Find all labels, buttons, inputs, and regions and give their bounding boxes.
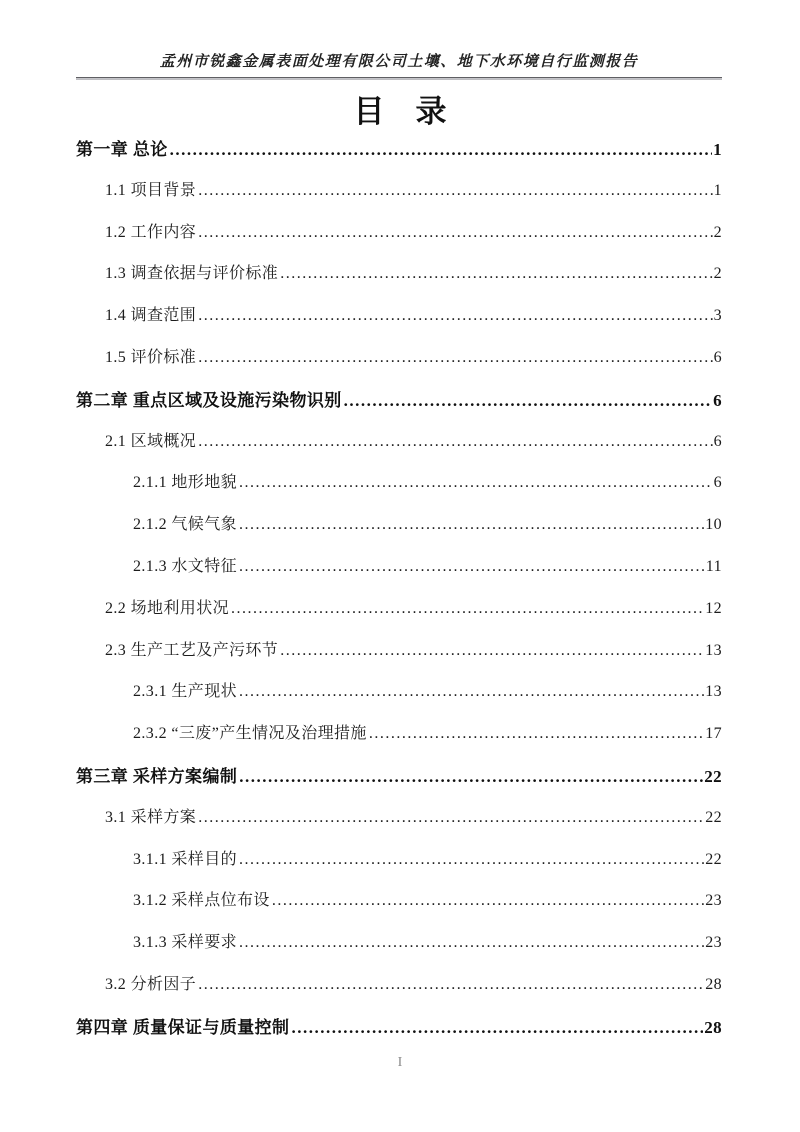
toc-entry [76,960,722,1002]
toc-dot-leader [198,433,712,451]
toc-title: 目 录 [353,94,447,129]
toc-entry [76,249,722,291]
toc-page-number: 6 [713,432,722,450]
toc-entry [76,417,722,459]
toc-dot-leader [239,851,704,869]
toc-dot-leader [239,767,703,787]
toc-entry [76,1002,722,1044]
toc-entry [76,709,722,751]
toc-page-number: 17 [705,725,722,743]
toc-dot-leader [198,976,704,994]
toc-dot-leader [239,683,704,701]
running-header-title: 孟州市锐鑫金属表面处理有限公司土壤、地下水环境自行监测报告 [159,54,639,70]
toc-entry [76,835,722,877]
toc-dot-leader [198,349,712,367]
toc-entry [76,166,722,208]
toc-page-number: 23 [705,934,722,952]
footer-page-number: I [397,1055,403,1070]
toc-entry-label: 第三章 采样方案编制 [76,766,238,786]
toc-entry [76,751,722,793]
toc-dot-leader [239,516,704,534]
toc-entry-label: 3.1.3 采样要求 [133,934,238,952]
toc-dot-leader [198,224,712,242]
toc-entry [76,918,722,960]
header-rule [76,77,722,80]
toc-dot-leader [198,809,704,827]
toc-entry-label: 第四章 质量保证与质量控制 [76,1017,290,1037]
toc-page-number: 6 [713,390,722,410]
toc-entry [76,584,722,626]
toc-page-number: 13 [705,641,722,659]
toc-page-number: 22 [705,808,722,826]
toc-dot-leader [170,140,712,160]
toc-entry-label: 2.1.2 气候气象 [133,516,238,534]
toc-dot-leader [344,391,712,411]
toc-entry-label: 1.4 调查范围 [105,307,197,325]
toc-entry [76,793,722,835]
toc-entry-label: 1.1 项目背景 [105,181,197,199]
toc-dot-leader [198,307,712,325]
toc-entry-label: 2.2 场地利用状况 [105,599,230,617]
toc-entry [76,626,722,668]
toc-entry-label: 2.1.1 地形地貌 [133,474,238,492]
toc-page-number: 2 [713,223,722,241]
toc-dot-leader [369,725,704,743]
toc-entry [76,291,722,333]
toc-entry [76,208,722,250]
toc-entry-label: 2.3.2 “三废”产生情况及治理措施 [133,725,367,743]
toc-list [76,124,722,1044]
toc-page-number: 13 [705,683,722,701]
toc-page-number: 22 [704,766,722,786]
toc-entry-label: 1.2 工作内容 [105,223,197,241]
toc-entry-label: 2.1 区域概况 [105,432,197,450]
toc-page-number: 23 [705,892,722,910]
toc-entry-label: 2.3 生产工艺及产污环节 [105,641,279,659]
toc-page-number: 10 [705,516,722,534]
toc-entry [76,333,722,375]
toc-entry-label: 3.1.2 采样点位布设 [133,892,270,910]
toc-entry [76,876,722,918]
toc-entry-label: 3.1.1 采样目的 [133,850,238,868]
toc-entry [76,375,722,417]
toc-dot-leader [198,182,712,200]
toc-page-number: 28 [704,1017,722,1037]
toc-dot-leader [231,600,704,618]
toc-dot-leader [239,934,704,952]
toc-page-number: 6 [713,474,722,492]
toc-page-number: 22 [705,850,722,868]
toc-entry [76,124,722,166]
toc-entry-label: 第一章 总论 [76,140,168,159]
toc-page-number: 6 [713,348,722,366]
toc-dot-leader [291,1018,703,1038]
toc-entry [76,542,722,584]
toc-entry-label: 1.3 调查依据与评价标准 [105,265,279,283]
toc-page-number: 3 [713,307,722,325]
toc-page-number: 1 [713,181,722,199]
toc-entry-label: 第二章 重点区域及设施污染物识别 [76,390,342,410]
toc-entry-label: 3.2 分析因子 [105,975,197,993]
toc-dot-leader [280,265,712,283]
toc-entry [76,500,722,542]
toc-entry [76,667,722,709]
toc-entry-label: 2.1.3 水文特征 [133,557,238,575]
toc-entry-label: 1.5 评价标准 [105,348,197,366]
toc-dot-leader [280,642,704,660]
toc-page-number: 2 [713,265,722,283]
toc-page-number: 11 [705,557,722,575]
toc-entry-label: 2.3.1 生产现状 [133,683,238,701]
toc-dot-leader [272,892,704,910]
toc-page-number: 28 [705,975,722,993]
toc-page-number: 12 [705,599,722,617]
toc-dot-leader [239,474,713,492]
toc-entry [76,458,722,500]
toc-page-number: 1 [713,140,722,159]
toc-entry-label: 3.1 采样方案 [105,808,197,826]
toc-dot-leader [239,558,705,576]
